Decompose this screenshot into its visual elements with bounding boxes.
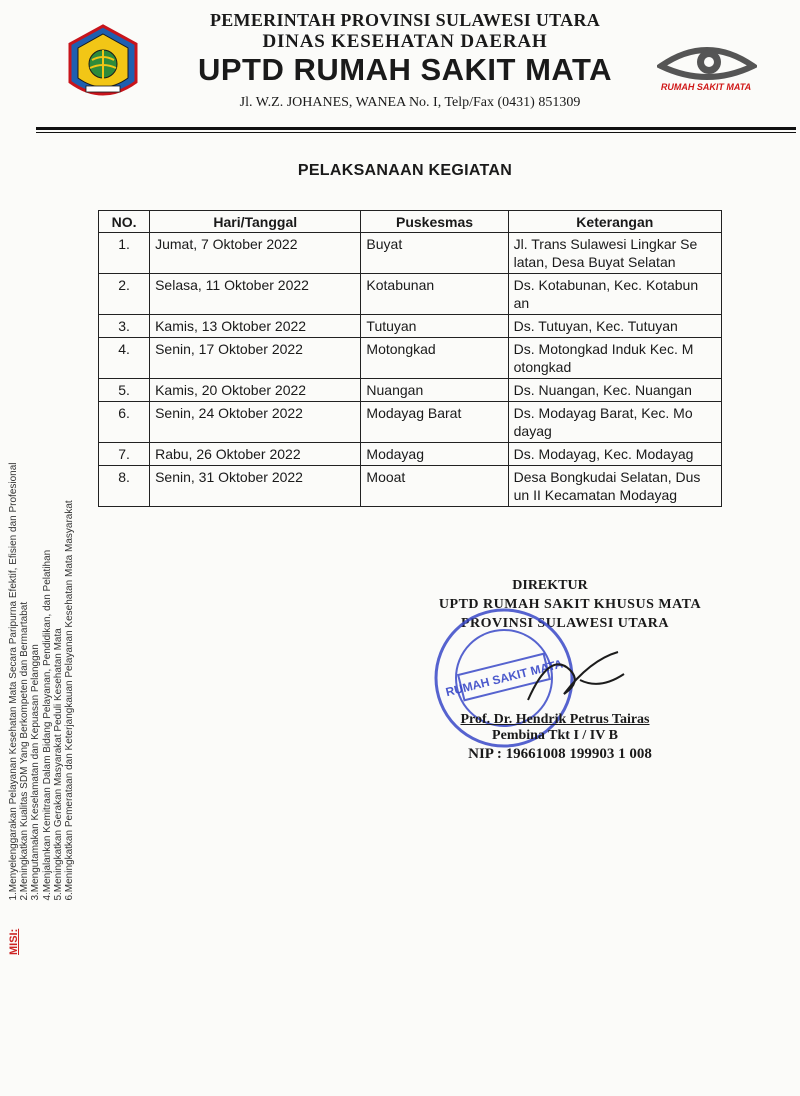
keterangan-line: Ds. Modayag Barat, Kec. Mo (513, 405, 693, 421)
header-hospital-name: UPTD RUMAH SAKIT MATA (197, 52, 613, 87)
keterangan-line: Ds. Kotabunan, Kec. Kotabun (513, 277, 699, 293)
keterangan-line: Ds. Motongkad Induk Kec. M (513, 341, 694, 357)
mission-item: 5.Meningkatkan Gerakan Masyarakat Peduli Kesehatan Mata (52, 628, 64, 901)
row-date: Kamis, 20 Oktober 2022 (150, 379, 361, 402)
keterangan-line: Ds. Modayag, Kec. Modayag (513, 446, 694, 462)
row-puskesmas: Modayag (361, 443, 508, 466)
mission-item: 4.Menjalankan Kemitraan Dalam Bidang Pelayanan, Pendidikan, dan Pelatihan (41, 549, 53, 901)
row-date: Rabu, 26 Oktober 2022 (150, 443, 361, 466)
eye-logo-label: RUMAH SAKIT MATA (660, 82, 752, 92)
keterangan-line: Ds. Tutuyan, Kec. Tutuyan (513, 318, 678, 334)
provincial-crest-logo (66, 24, 140, 108)
keterangan-line: otongkad (513, 359, 572, 375)
keterangan-line: un II Kecamatan Modayag (513, 487, 678, 503)
keterangan-line: dayag (513, 423, 552, 439)
header-date: Hari/Tanggal (150, 211, 361, 233)
row-puskesmas: Modayag Barat (361, 402, 508, 443)
row-puskesmas: Mooat (361, 466, 508, 507)
keterangan-line: Ds. Nuangan, Kec. Nuangan (513, 382, 692, 398)
row-keterangan (508, 379, 721, 402)
row-date: Senin, 31 Oktober 2022 (150, 466, 361, 507)
row-puskesmas: Motongkad (361, 338, 508, 379)
row-no: 5. (99, 379, 150, 402)
header-puskesmas: Puskesmas (361, 211, 508, 233)
row-keterangan (508, 274, 721, 315)
keterangan-line: an (513, 295, 530, 311)
row-keterangan (508, 233, 721, 274)
document-title: PELAKSANAAN KEGIATAN (297, 162, 513, 179)
keterangan-line: Desa Bongkudai Selatan, Dus (513, 469, 701, 485)
header-address: Jl. W.Z. JOHANES, WANEA No. I, Telp/Fax (0431) 851309 (239, 95, 581, 110)
table-row (99, 338, 722, 379)
signature-title: DIREKTUR (512, 578, 588, 593)
row-keterangan (508, 402, 721, 443)
row-puskesmas: Nuangan (361, 379, 508, 402)
header-divider-thin (36, 132, 796, 133)
mission-item: 2.Meningkatkan Kualitas SDM Yang Berkompeten dan Bermartabat (19, 601, 31, 901)
row-date: Senin, 24 Oktober 2022 (150, 402, 361, 443)
row-keterangan (508, 315, 721, 338)
director-name: Prof. Dr. Hendrik Petrus Tairas (460, 712, 650, 727)
mission-statement (8, 462, 75, 955)
row-date: Jumat, 7 Oktober 2022 (150, 233, 361, 274)
row-no: 1. (99, 233, 150, 274)
header-divider-thick (36, 127, 796, 130)
signature-organization: UPTD RUMAH SAKIT KHUSUS MATA (438, 597, 702, 612)
signature-province: PROVINSI SULAWESI UTARA (460, 616, 670, 631)
row-keterangan (508, 466, 721, 507)
row-keterangan (508, 443, 721, 466)
keterangan-line: latan, Desa Buyat Selatan (513, 254, 676, 270)
row-puskesmas: Buyat (361, 233, 508, 274)
header-government-line: PEMERINTAH PROVINSI SULAWESI UTARA (209, 10, 601, 30)
row-puskesmas: Tutuyan (361, 315, 508, 338)
row-no: 6. (99, 402, 150, 443)
table-row (99, 379, 722, 402)
row-date: Kamis, 13 Oktober 2022 (150, 315, 361, 338)
row-keterangan (508, 338, 721, 379)
mission-item: 1.Menyelenggarakan Pelayanan Kesehatan Mata Secara Paripurna Efektif, Efisien dan Profesional (8, 462, 19, 901)
row-no: 4. (99, 338, 150, 379)
table-row (99, 443, 722, 466)
table-row (99, 466, 722, 507)
handwritten-signature (520, 630, 630, 720)
row-date: Senin, 17 Oktober 2022 (150, 338, 361, 379)
mission-label: MISI: (8, 928, 20, 955)
table-row (99, 274, 722, 315)
row-no: 8. (99, 466, 150, 507)
header-department-line: DINAS KESEHATAN DAERAH (262, 31, 548, 52)
director-nip: NIP : 19661008 199903 1 008 (468, 746, 652, 762)
header-no: NO. (99, 211, 150, 233)
header-keterangan: Keterangan (508, 211, 721, 233)
schedule-table (98, 210, 722, 507)
stamp-text: RUMAH SAKIT MATA (444, 656, 565, 700)
row-no: 3. (99, 315, 150, 338)
table-row (99, 233, 722, 274)
table-row (99, 402, 722, 443)
row-no: 2. (99, 274, 150, 315)
row-no: 7. (99, 443, 150, 466)
director-rank: Pembina Tkt I / IV B (492, 728, 618, 743)
table-header-row (99, 211, 722, 233)
row-puskesmas: Kotabunan (361, 274, 508, 315)
mission-list (8, 462, 75, 900)
mission-item: 3.Mengutamakan Keselamatan dan Kepuasan Pelanggan (30, 644, 42, 901)
row-date: Selasa, 11 Oktober 2022 (150, 274, 361, 315)
keterangan-line: Jl. Trans Sulawesi Lingkar Se (513, 236, 698, 252)
table-row (99, 315, 722, 338)
mission-item: 6.Meningkatkan Pemerataan dan Keterjangkauan Pelayanan Kesehatan Mata Masyarakat (63, 500, 75, 901)
